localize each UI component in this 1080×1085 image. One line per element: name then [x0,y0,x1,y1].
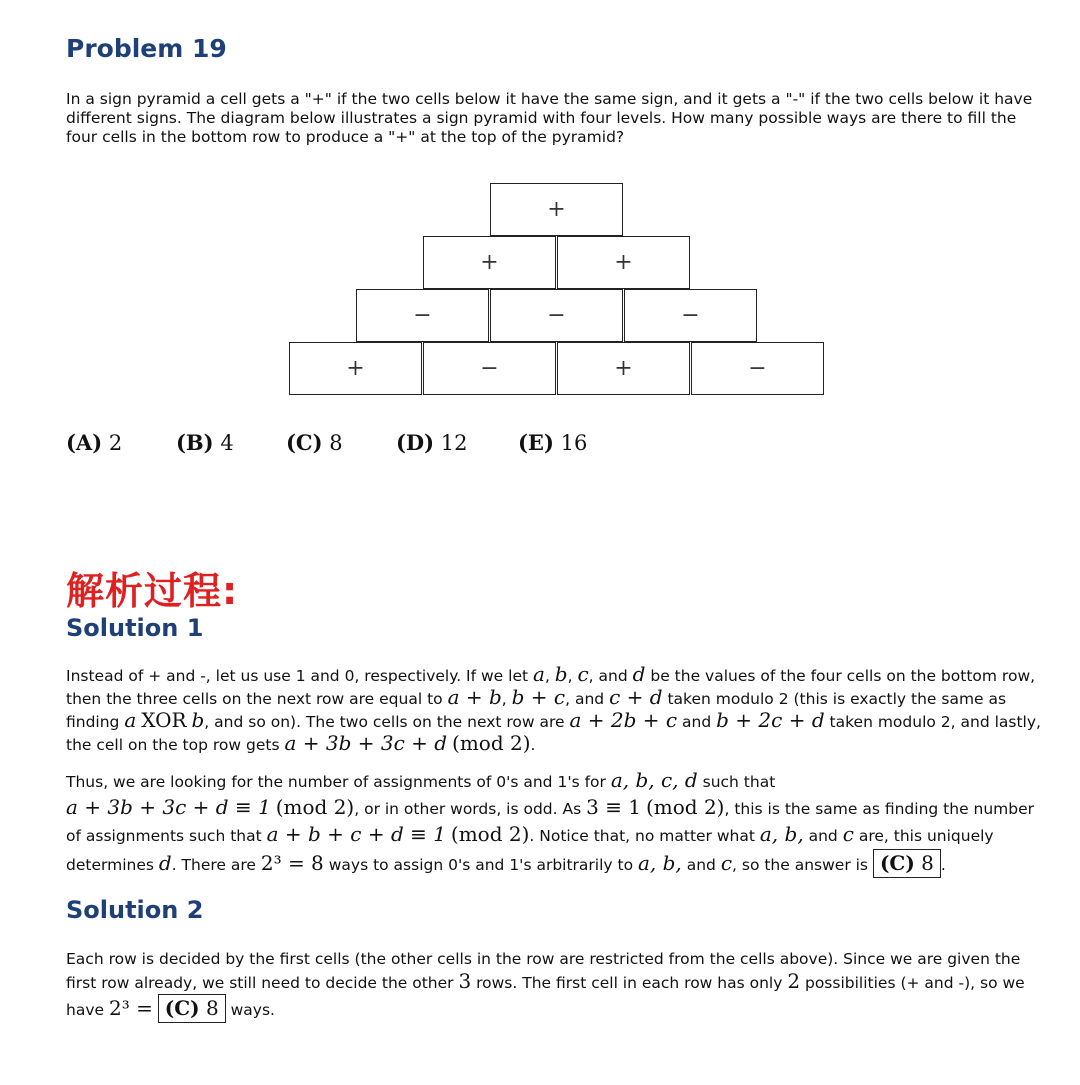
pyramid-cell-r1c1: + [490,183,623,236]
pyramid-cell-r2c1: + [423,236,556,289]
solution2-answer-box: (C) 8 [158,994,226,1023]
pyramid-cell-r3c1: − [356,289,489,342]
solution1-paragraph1: Instead of + and -, let us use 1 and 0, respectively. If we let a, b, c, and d be the values of the four cells on the bottom row, then the three cells on the next row are equal to a + b, b + c, and c + d taken modulo 2 (this is exactly the same as finding a XOR b, and so on). The two cells on the next row are a + 2b + c and b + 2c + d taken modulo 2, and lastly, the cell on the top row gets a + 3b + 3c + d (mod 2). [66,662,1041,755]
solution1-paragraph2: Thus, we are looking for the number of assignments of 0's and 1's for a, b, c, d such that a + 3b + 3c + d ≡ 1 (mod 2), or in other words, is odd. As 3 ≡ 1 (mod 2), this is the same as finding the number of assignments such that a + b + c + d ≡ 1 (mod 2). Notice that, no matter what a, b, and c are, this uniquely determines d. There are 2³ = 8 ways to assign 0's and 1's arbitrarily to a, b, and c, so the answer is (C) 8 . [66,768,1051,878]
choice-a: (A) 2 [66,430,123,455]
solution2-title: Solution 2 [66,896,204,924]
solution2-paragraph: Each row is decided by the first cells (the other cells in the row are restricted from the cells above). Since we are given the first row already, we still need to decide the other 3 rows. The first cell in each row has only 2 possibilities (+ and -), so we have 2³ = (C) 8 ways. [66,948,1051,1023]
problem-statement: In a sign pyramid a cell gets a "+" if the two cells below it have the same sign, and it gets a "-" if the two cells below it have different signs. The diagram below illustrates a sign pyramid with four levels. How many possible ways are there to fill the four cells in the bottom row to produce a "+" at the top of the pyramid? [66,90,1033,146]
analysis-heading: 解析过程: [66,569,239,613]
solution1-title: Solution 1 [66,614,204,642]
choice-c: (C) 8 [286,430,343,455]
problem-title: Problem 19 [66,34,227,63]
choice-e: (E) 16 [518,430,588,455]
pyramid-cell-r2c2: + [557,236,690,289]
pyramid-cell-r3c2: − [490,289,623,342]
solution1-answer-box: (C) 8 [873,849,941,878]
pyramid-cell-r4c3: + [557,342,690,395]
pyramid-cell-r4c2: − [423,342,556,395]
choice-d: (D) 12 [396,430,468,455]
pyramid-cell-r4c1: + [289,342,422,395]
pyramid-cell-r4c4: − [691,342,824,395]
choice-b: (B) 4 [176,430,234,455]
pyramid-cell-r3c3: − [624,289,757,342]
